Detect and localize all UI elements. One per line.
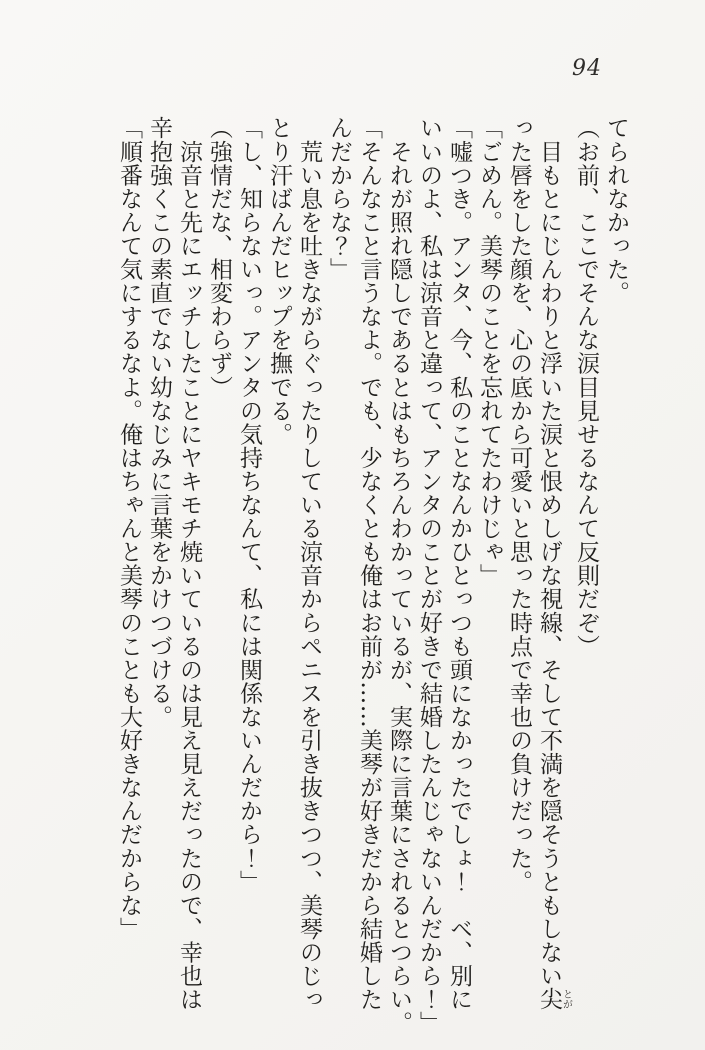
text-line: いいのよ、私は涼音と違って、アンタのことが好きで結婚したんじゃないんだから！」 bbox=[416, 116, 442, 1035]
body-text bbox=[114, 116, 631, 1035]
text-line: った唇をした顔を、心の底から可愛いと思った時点で幸也の負けだった。 bbox=[506, 116, 532, 894]
text-line: 「嘘つき。アンタ、今、私のことなんかひとっつも頭になかったでしょ！ ベ、別に bbox=[446, 116, 472, 1011]
furigana: とが bbox=[560, 987, 572, 1011]
text-line: 「そんなこと言うなよ。でも、少なくとも俺はお前が……美琴が好きだから結婚した bbox=[356, 116, 382, 1011]
text-line: 目もとにじんわりと浮いた涙と恨めしげな視線、そして不満を隠そうともしない尖とが bbox=[536, 116, 572, 1011]
text-line: んだからな？」 bbox=[326, 116, 352, 281]
text-line: （お前、ここでそんな涙目見せるなんて反則だぞ） bbox=[573, 116, 599, 658]
text-line: 涼音と先にエッチしたことにヤキモチ焼いているのは見え見えだったので、幸也は bbox=[176, 116, 202, 1011]
text-line: （強情だな、相変わらず） bbox=[206, 116, 232, 399]
text-line: それが照れ隠しであるとはもちろんわかっているが、実際に言葉にされるとつらい。 bbox=[386, 116, 412, 1035]
page-number: 94 bbox=[572, 56, 602, 81]
text-line: 辛抱強くこの素直でない幼なじみに言葉をかけつづける。 bbox=[146, 116, 172, 729]
text-line: てられなかった。 bbox=[603, 116, 629, 305]
text-line: とり汗ばんだヒップを撫でる。 bbox=[266, 116, 292, 446]
text-line: 「順番なんて気にするなよ。俺はちゃんと美琴のことも大好きなんだからな」 bbox=[116, 116, 142, 941]
text-line: 荒い息を吐きながらぐったりしている涼音からペニスを引き抜きつつ、美琴のじっ bbox=[296, 116, 322, 1011]
text-line: 「ごめん。美琴のことを忘れてたわけじゃ」 bbox=[476, 116, 502, 587]
ruby-annotated-kanji: 尖とが bbox=[536, 987, 572, 1011]
text-line: 「し、知らないっ。アンタの気持ちなんて、私には関係ないんだから！」 bbox=[236, 116, 262, 894]
